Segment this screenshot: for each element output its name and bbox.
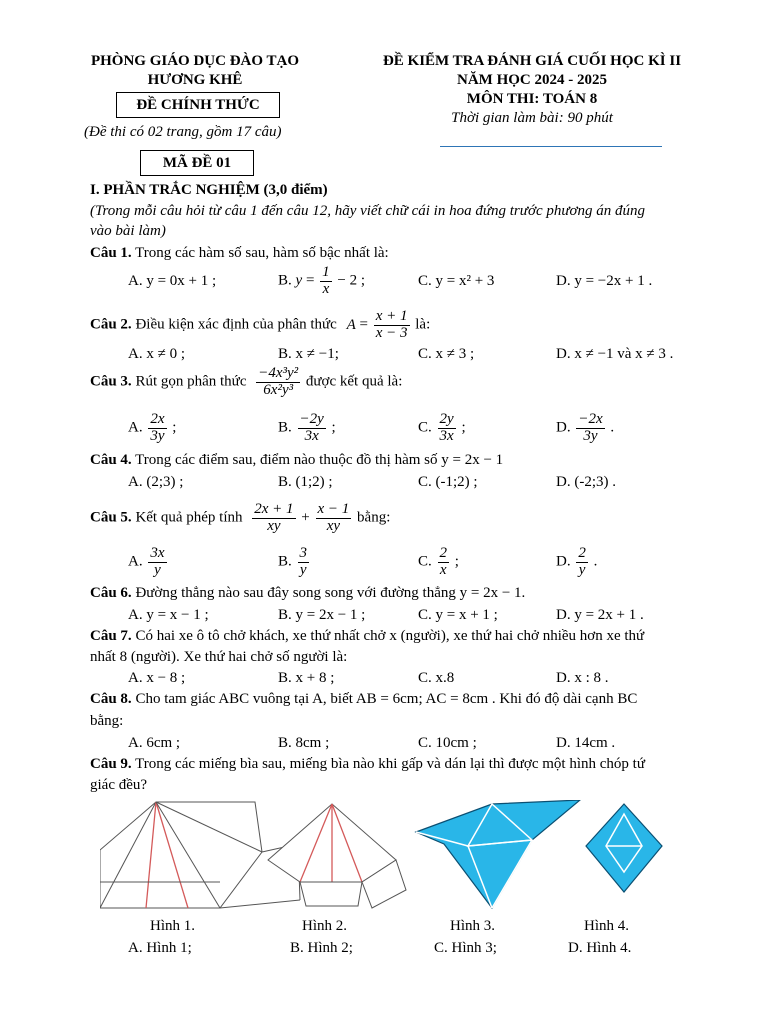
caption-figure-4: Hình 4.	[584, 918, 629, 934]
question-5-text: Kết quả phép tính	[131, 509, 243, 526]
caption-figure-2: Hình 2.	[302, 918, 347, 934]
question-9	[90, 756, 645, 773]
question-3-after: được kết quả là:	[305, 373, 403, 390]
question-8-label: Câu 8.	[90, 691, 132, 707]
figure-1-net	[100, 802, 300, 908]
question-8-line2: bằng:	[90, 713, 124, 729]
question-3-text: Rút gọn phân thức	[131, 373, 247, 390]
q1-option-c: C. y = x² + 3	[418, 273, 495, 289]
figure-2-net	[268, 804, 406, 908]
question-1	[90, 245, 389, 262]
q3-option-d: D. $\frac{-2x}{3y}$ .	[556, 411, 615, 444]
q6-option-c: C. y = x + 1 ;	[418, 607, 498, 623]
question-4-text: Trong các điểm sau, điểm nào thuộc đồ thị hàm số y = 2x − 1	[131, 452, 504, 468]
q8-option-b: B. 8cm ;	[278, 735, 330, 751]
q5-option-c: C. $\frac{2}{x}$ ;	[418, 545, 459, 578]
q4-option-b: B. (1;2) ;	[278, 474, 333, 490]
question-4	[90, 452, 503, 469]
question-8	[90, 691, 637, 708]
instruction-line2: vào bài làm)	[90, 223, 166, 239]
q5-option-a: A. $\frac{3x}{y}$	[128, 545, 165, 578]
q3-option-c: C. $\frac{2y}{3x}$ ;	[418, 411, 466, 444]
question-7-text: Có hai xe ô tô chở khách, xe thứ nhất chở x (người), xe thứ hai chở nhiều hơn xe thứ	[131, 628, 645, 644]
question-7-line2: nhất 8 (người). Xe thứ hai chở số người là:	[90, 649, 348, 665]
net-figures	[100, 800, 760, 910]
question-5-label: Câu 5.	[90, 509, 132, 526]
q6-option-d: D. y = 2x + 1 .	[556, 607, 644, 623]
official-exam-box	[116, 92, 280, 118]
q6-option-a: A. y = x − 1 ;	[128, 607, 209, 623]
q2-option-a: A. x ≠ 0 ;	[128, 346, 185, 362]
q4-option-c: C. (-1;2) ;	[418, 474, 478, 490]
pages-note: (Đề thi có 02 trang, gồm 17 câu)	[84, 124, 282, 140]
q9-option-a: A. Hình 1;	[128, 940, 192, 956]
question-9-line2: giác đều?	[90, 777, 148, 793]
question-3: Câu 3. Rút gọn phân thức $\frac{\text{−4x³y²}}{\text{6x²y³}}$ được kết quả là:	[90, 365, 403, 398]
question-7-label: Câu 7.	[90, 628, 132, 644]
instruction-line1: (Trong mỗi câu hỏi từ câu 1 đến câu 12, hãy viết chữ cái in hoa đứng trước phương án đúng	[90, 203, 646, 219]
question-2: Câu 2. Điều kiện xác định của phân thức A = $\frac{x + 1}{x - 3}$ là:	[90, 308, 431, 341]
q3-option-a: A. $\frac{2x}{3y}$ ;	[128, 411, 177, 444]
question-2-after: là:	[415, 316, 431, 333]
q6-option-b: B. y = 2x − 1 ;	[278, 607, 366, 623]
question-6	[90, 585, 525, 602]
figure-4-net	[586, 804, 662, 892]
exam-title: ĐỀ KIỂM TRA ĐÁNH GIÁ CUỐI HỌC KÌ II	[382, 53, 682, 69]
question-9-text: Trong các miếng bìa sau, miếng bìa nào khi gấp và dán lại thì được một hình chóp tứ	[131, 756, 645, 772]
question-5-after: bằng:	[357, 509, 391, 526]
official-exam-label: ĐỀ CHÍNH THỨC	[136, 97, 260, 113]
q7-option-d: D. x : 8 .	[556, 670, 609, 686]
question-6-label: Câu 6.	[90, 585, 132, 601]
q7-option-c: C. x.8	[418, 670, 455, 686]
school-year: NĂM HỌC 2024 - 2025	[457, 72, 607, 88]
q9-option-c: C. Hình 3;	[434, 940, 497, 956]
section-title: I. PHẦN TRẮC NGHIỆM (3,0 điểm)	[90, 182, 328, 198]
question-8-text: Cho tam giác ABC vuông tại A, biết AB = 6cm; AC = 8cm . Khi đó độ dài cạnh BC	[131, 691, 638, 707]
department-header	[70, 52, 320, 90]
question-5: Câu 5. Kết quả phép tính $\frac{2x + 1}{xy}$ + $\frac{x - 1}{xy}$ bằng:	[90, 501, 391, 534]
exam-code-box	[140, 150, 254, 176]
caption-figure-1: Hình 1.	[150, 918, 195, 934]
question-2-label: Câu 2.	[90, 316, 132, 333]
header-divider	[440, 146, 662, 147]
exam-code: MÃ ĐỀ 01	[162, 155, 232, 171]
figure-3-net	[416, 800, 580, 908]
caption-figure-3: Hình 3.	[450, 918, 495, 934]
q2-option-c: C. x ≠ 3 ;	[418, 346, 475, 362]
q7-option-b: B. x + 8 ;	[278, 670, 335, 686]
question-1-text: Trong các hàm số sau, hàm số bậc nhất là:	[131, 245, 389, 261]
q8-option-d: D. 14cm .	[556, 735, 616, 751]
question-6-text: Đường thẳng nào sau đây song song với đường thẳng y = 2x − 1.	[131, 585, 526, 601]
q2-option-b: B. x ≠ −1;	[278, 346, 339, 362]
q4-option-d: D. (-2;3) .	[556, 474, 616, 490]
q7-option-a: A. x − 8 ;	[128, 670, 186, 686]
q2-option-d: D. x ≠ −1 và x ≠ 3 .	[556, 346, 674, 362]
question-3-label: Câu 3.	[90, 373, 132, 390]
q1-option-b-label: B.	[278, 272, 292, 289]
q1-option-d: D. y = −2x + 1 .	[556, 273, 653, 289]
question-1-label: Câu 1.	[90, 245, 132, 261]
question-9-label: Câu 9.	[90, 756, 132, 772]
q1-option-b: B. y = $\frac{1}{x}$ − 2 ;	[278, 264, 366, 297]
department-line1: PHÒNG GIÁO DỤC ĐÀO TẠO	[90, 53, 300, 69]
q5-option-b: B. $\frac{3}{y}$	[278, 545, 308, 578]
q9-option-d: D. Hình 4.	[568, 940, 632, 956]
exam-header	[350, 52, 714, 128]
q8-option-c: C. 10cm ;	[418, 735, 477, 751]
q8-option-a: A. 6cm ;	[128, 735, 181, 751]
duration: Thời gian làm bài: 90 phút	[451, 110, 613, 126]
department-line2: HƯƠNG KHÊ	[147, 72, 243, 88]
q9-option-b: B. Hình 2;	[290, 940, 353, 956]
q3-option-b: B. $\frac{-2y}{3x}$ ;	[278, 411, 336, 444]
question-7	[90, 628, 644, 645]
question-4-label: Câu 4.	[90, 452, 132, 468]
q4-option-a: A. (2;3) ;	[128, 474, 184, 490]
subject: MÔN THI: TOÁN 8	[466, 91, 598, 107]
question-2-text: Điều kiện xác định của phân thức	[131, 316, 337, 333]
q1-option-a: A. y = 0x + 1 ;	[128, 273, 217, 289]
q5-option-d: D. $\frac{2}{y}$ .	[556, 545, 598, 578]
